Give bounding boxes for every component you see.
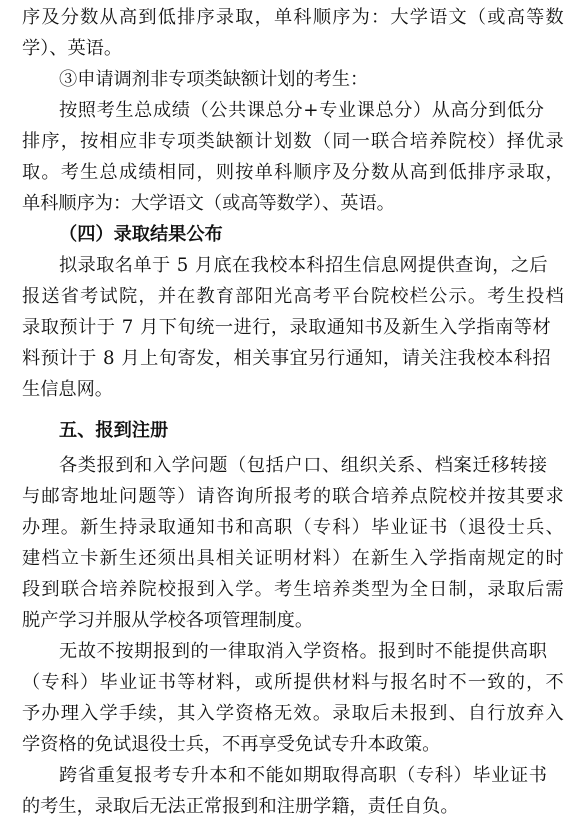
section-heading: （四）录取结果公布 xyxy=(59,224,223,245)
text-line: 与邮寄地址问题等）请咨询所报考的联合培养点院校并按其要求 xyxy=(22,486,565,507)
text-line: 单科顺序为：大学语文（或高等数学）、英语。 xyxy=(22,193,395,214)
text-line: 取。考生总成绩相同，则按单科顺序及分数从高到低排序录取， xyxy=(22,162,565,183)
text-line: 建档立卡新生还须出具相关证明材料）在新生入学指南规定的时 xyxy=(22,548,565,569)
text-line: 料预计于 8 月上旬寄发，相关事宜另行通知，请关注我校本科招 xyxy=(22,348,552,369)
text-line: （专科）毕业证书等材料，或所提供材料与报名时不一致的，不 xyxy=(22,672,565,693)
text-line: 生信息网。 xyxy=(22,379,113,400)
text-line: 各类报到和入学问题（包括户口、组织关系、档案迁移转接 xyxy=(59,455,548,476)
text-line: 脱产学习并服从学校各项管理制度。 xyxy=(22,610,314,631)
text-line: 序及分数从高到低排序录取，单科顺序为：大学语文（或高等数 xyxy=(22,7,565,28)
text-line: 排序，按相应非专项类缺额计划数（同一联合培养院校）择优录 xyxy=(22,131,565,152)
text-line: 按照考生总成绩（公共课总分+专业课总分）从高分到低分 xyxy=(59,100,545,121)
text-line: 的考生，录取后无法正常报到和注册学籍，责任自负。 xyxy=(22,796,459,817)
text-line: 拟录取名单于 5 月底在我校本科招生信息网提供查询，之后 xyxy=(59,255,549,276)
text-line: 段到联合培养院校报到入学。考生培养类型为全日制，录取后需 xyxy=(22,579,565,600)
text-line: ③申请调剂非专项类缺额计划的考生： xyxy=(59,69,369,90)
text-line: 学资格的免试退役士兵，不再享受免试专升本政策。 xyxy=(22,734,441,755)
text-line: 予办理入学手续，其入学资格无效。录取后未报到、自行放弃入 xyxy=(22,703,565,724)
text-line: 无故不按期报到的一律取消入学资格。报到时不能提供高职 xyxy=(59,641,548,662)
text-line: 学）、英语。 xyxy=(22,38,123,59)
text-line: 录取预计于 7 月下旬统一进行，录取通知书及新生入学指南等材 xyxy=(22,317,552,338)
section-heading: 五、报到注册 xyxy=(59,420,169,441)
text-line: 报送省考试院，并在教育部阳光高考平台院校栏公示。考生投档 xyxy=(22,286,565,307)
text-line: 办理。新生持录取通知书和高职（专科）毕业证书（退役士兵、 xyxy=(22,517,565,538)
text-line: 跨省重复报考专升本和不能如期取得高职（专科）毕业证书 xyxy=(59,765,548,786)
